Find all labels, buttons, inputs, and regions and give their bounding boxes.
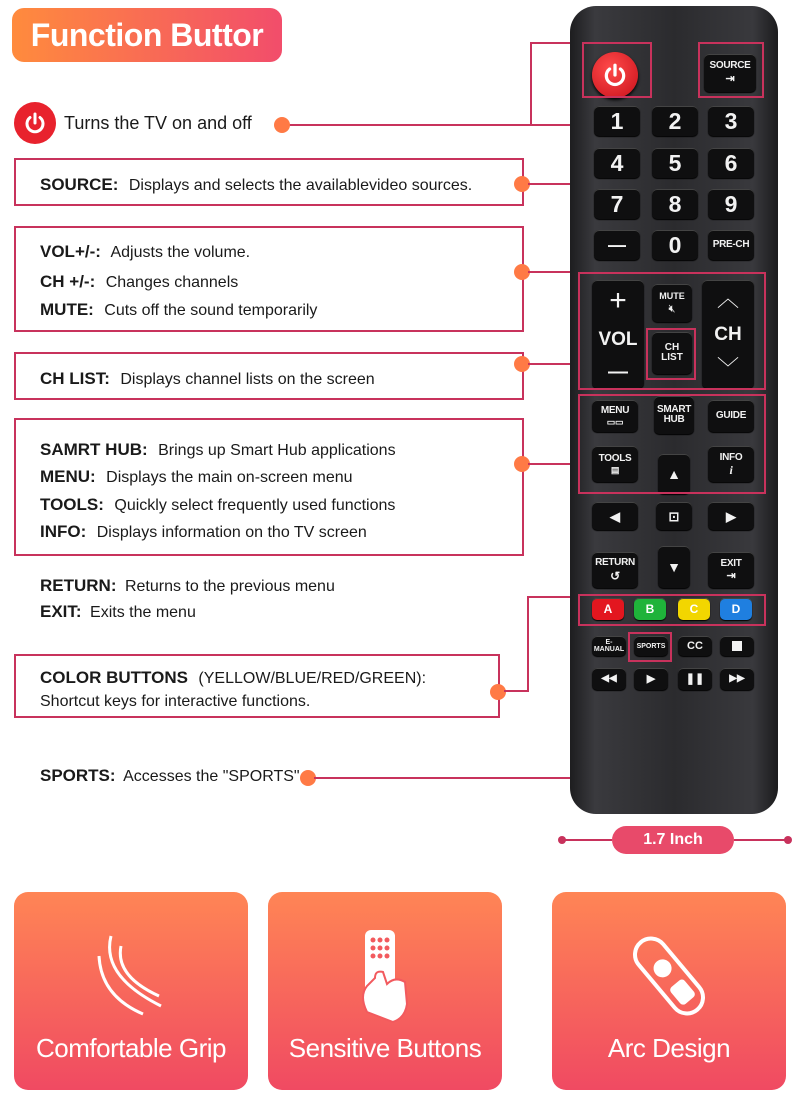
page-title: Function Buttor xyxy=(12,8,282,62)
exit-door-icon: ⇥ xyxy=(726,569,736,582)
sports-line xyxy=(40,766,300,786)
color-button-c[interactable]: C xyxy=(678,598,710,620)
down-arrow-button[interactable] xyxy=(658,546,690,588)
chlist-desc: Displays channel lists on the screen xyxy=(120,371,375,388)
play-icon: ▶ xyxy=(646,672,656,685)
grip-arcs-icon xyxy=(81,926,181,1026)
color-button-b[interactable]: B xyxy=(634,598,666,620)
hand-remote-icon xyxy=(345,926,425,1026)
stop-icon xyxy=(732,641,742,651)
num-8[interactable]: 8 xyxy=(652,189,698,219)
num-6[interactable]: 6 xyxy=(708,148,754,178)
mute-label: MUTE: xyxy=(40,300,94,319)
smarthub-label: SAMRT HUB: xyxy=(40,440,148,459)
play-button[interactable] xyxy=(634,668,668,690)
right-arrow-button[interactable] xyxy=(708,502,754,530)
power-icon xyxy=(14,102,56,144)
sports-button[interactable]: SPORTS xyxy=(634,636,668,656)
pause-icon: ❚❚ xyxy=(685,672,705,685)
exit-desc: Exits the menu xyxy=(90,604,196,621)
color-label: COLOR BUTTONS xyxy=(40,668,188,687)
source-desc: Displays and selects the availablevideo sources. xyxy=(128,177,473,194)
ch-desc: Changes channels xyxy=(105,274,239,291)
tools-label: TOOLS: xyxy=(40,495,104,514)
speaker-mute-icon: 🔇︎ xyxy=(668,302,676,315)
chlist-description-box xyxy=(14,352,524,400)
num-9[interactable]: 9 xyxy=(708,189,754,219)
chevron-up-icon: ︿ xyxy=(716,286,739,311)
sports-desc: Accesses the "SPORTS" xyxy=(123,768,300,785)
feature-card-grip xyxy=(14,892,248,1090)
left-arrow-button[interactable] xyxy=(592,502,638,530)
emanual-button[interactable]: E-MANUAL xyxy=(592,636,626,656)
exit-button-label: EXIT xyxy=(720,557,742,569)
color-button-a[interactable]: A xyxy=(592,598,624,620)
smarthub-button-label: SMART HUB xyxy=(657,404,692,425)
exit-label: EXIT: xyxy=(40,602,82,621)
source-label: SOURCE: xyxy=(40,175,119,194)
num-1[interactable]: 1 xyxy=(594,106,640,136)
num-7[interactable]: 7 xyxy=(594,189,640,219)
return-desc: Returns to the previous menu xyxy=(124,578,335,595)
vol-desc: Adjusts the volume. xyxy=(110,244,251,261)
width-tag: 1.7 Inch xyxy=(612,826,734,854)
rewind-icon: ◀◀ xyxy=(601,673,617,684)
prech-button[interactable]: PRE-CH xyxy=(708,230,754,260)
chevron-down-icon: ﹀ xyxy=(716,356,739,381)
tools-desc: Quickly select frequently used functions xyxy=(114,497,396,514)
arc-remote-icon xyxy=(619,926,719,1026)
fast-forward-icon: ▶▶ xyxy=(729,673,745,684)
feature-card-buttons xyxy=(268,892,502,1090)
guide-button[interactable]: GUIDE xyxy=(708,400,754,432)
return-line xyxy=(40,576,335,596)
exit-button[interactable] xyxy=(708,552,754,588)
chlist-label: CH LIST: xyxy=(40,369,110,388)
return-button[interactable] xyxy=(592,552,638,588)
power-description-row xyxy=(14,102,252,144)
volume-description-box xyxy=(14,226,524,332)
feature-card-arc xyxy=(552,892,786,1090)
feature-label-arc: Arc Design xyxy=(607,1033,731,1063)
smarthub-desc: Brings up Smart Hub applications xyxy=(158,442,396,459)
menu-button-label: MENU xyxy=(600,404,630,416)
menu-label: MENU: xyxy=(40,467,96,486)
stop-button[interactable] xyxy=(720,636,754,656)
return-label: RETURN: xyxy=(40,576,117,595)
exit-line xyxy=(40,602,196,622)
tools-button-label: TOOLS xyxy=(598,452,632,464)
chlist-button-label: CH LIST xyxy=(661,342,683,363)
sports-label: SPORTS: xyxy=(40,766,116,785)
vol-plus-label: + xyxy=(609,284,627,317)
info-label: INFO: xyxy=(40,522,87,541)
menu-grid-icon: ▭▭ xyxy=(606,416,624,427)
source-description-box xyxy=(14,158,524,206)
info-button-label: INFO xyxy=(719,451,743,463)
info-desc: Displays information on tho TV screen xyxy=(96,524,367,541)
pause-button[interactable] xyxy=(678,668,712,690)
color-buttons-description-box xyxy=(14,654,500,718)
vol-minus-label: — xyxy=(608,361,628,383)
color-button-d[interactable]: D xyxy=(720,598,752,620)
up-arrow-icon: ▲ xyxy=(667,466,681,482)
ch-label: CH +/-: xyxy=(40,272,96,291)
enter-icon: ⊡ xyxy=(668,508,680,524)
fast-forward-button[interactable] xyxy=(720,668,754,690)
tools-icon: ▤ xyxy=(610,464,620,475)
return-button-label: RETURN xyxy=(595,557,635,568)
return-arrow-icon: ↺ xyxy=(610,569,620,583)
smarthub-description-box xyxy=(14,418,524,556)
ch-label: CH xyxy=(714,323,742,345)
menu-desc: Displays the main on-screen menu xyxy=(106,469,353,486)
num-3[interactable]: 3 xyxy=(708,106,754,136)
vol-label: VOL+/-: xyxy=(40,242,101,261)
feature-label-buttons: Sensitive Buttons xyxy=(288,1033,482,1063)
left-arrow-icon: ◀ xyxy=(610,508,620,524)
feature-label-grip: Comfortable Grip xyxy=(36,1033,226,1063)
color-paren: (YELLOW/BLUE/RED/GREEN): xyxy=(198,670,427,687)
power-description: Turns the TV on and off xyxy=(64,112,252,133)
num-4[interactable]: 4 xyxy=(594,148,640,178)
right-arrow-icon: ▶ xyxy=(726,508,736,524)
dash-button[interactable]: — xyxy=(594,230,640,260)
num-2[interactable]: 2 xyxy=(652,106,698,136)
source-button-label: SOURCE xyxy=(709,60,751,71)
down-arrow-icon: ▼ xyxy=(667,559,681,575)
enter-button[interactable] xyxy=(656,502,692,530)
cc-button[interactable]: CC xyxy=(678,636,712,656)
info-i-icon: i xyxy=(729,462,733,477)
color-desc: Shortcut keys for interactive functions. xyxy=(40,693,311,710)
mute-desc: Cuts off the sound temporarily xyxy=(104,302,318,319)
num-0[interactable]: 0 xyxy=(652,230,698,260)
source-input-icon: ⇥ xyxy=(725,73,735,85)
vol-label: VOL xyxy=(598,328,638,350)
num-5[interactable]: 5 xyxy=(652,148,698,178)
mute-label: MUTE xyxy=(659,290,685,301)
rewind-button[interactable] xyxy=(592,668,626,690)
